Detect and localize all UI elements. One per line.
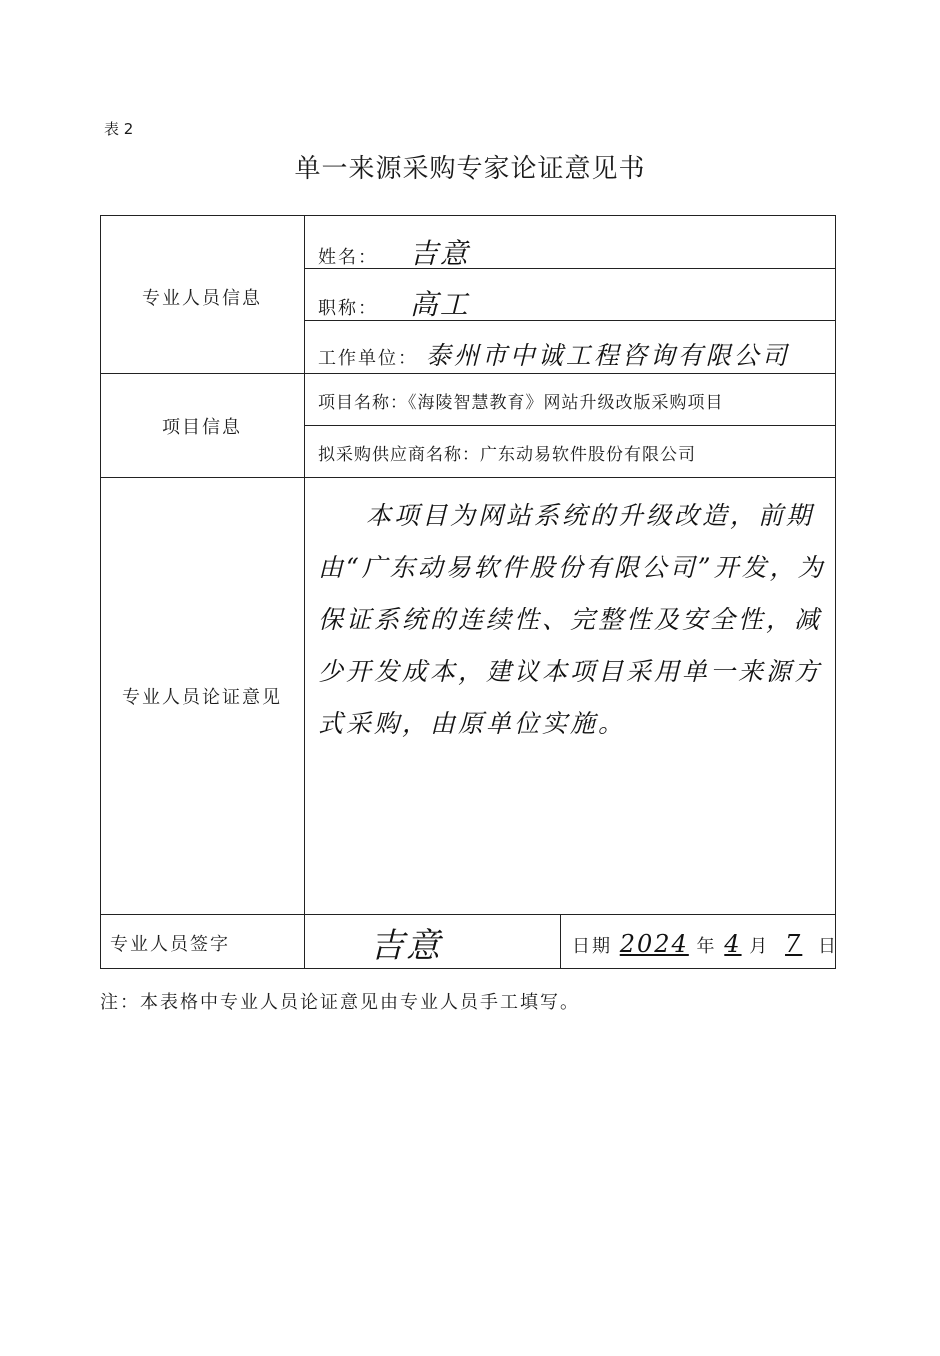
job-title-handwritten-value: 高工 xyxy=(409,288,470,321)
project-name-line: 项目名称：《海陵智慧教育》网站升级改版采购项目 xyxy=(318,393,724,413)
job-title-field xyxy=(318,283,470,323)
name-label: 姓名： xyxy=(318,247,378,268)
month-unit: 月 xyxy=(749,936,770,957)
work-unit-field xyxy=(318,336,790,372)
opinion-section-label: 专业人员论证意见 xyxy=(122,687,282,708)
table-number-label: 表 2 xyxy=(104,120,134,138)
signature-section-label: 专业人员签字 xyxy=(110,934,230,955)
name-handwritten-value: 吉意 xyxy=(409,237,470,270)
grid-line xyxy=(100,477,836,478)
date-day-handwritten: 7 xyxy=(785,930,803,958)
project-info-section-label: 项目信息 xyxy=(162,417,242,438)
document-title: 单一来源采购专家论证意见书 xyxy=(294,154,646,184)
year-unit: 年 xyxy=(696,936,717,957)
footer-note: 注：本表格中专业人员论证意见由专业人员手工填写。 xyxy=(100,992,580,1013)
signature-date xyxy=(572,930,838,958)
date-month-handwritten: 4 xyxy=(724,930,742,958)
name-field xyxy=(318,232,470,272)
handwritten-opinion-text: 本项目为网站系统的升级改造，前期由“广东动易软件股份有限公司”开发，为保证系统的连续性、完整性及安全性，减少开发成本，建议本项目采用单一来源方式采购，由原单位实施。 xyxy=(318,501,826,738)
handwritten-signature: 吉意 xyxy=(370,926,442,966)
expert-info-section-label: 专业人员信息 xyxy=(142,288,262,309)
work-unit-handwritten-value: 泰州市中诚工程咨询有限公司 xyxy=(425,341,790,370)
grid-line xyxy=(304,425,836,426)
grid-line xyxy=(100,373,836,374)
grid-line xyxy=(304,215,305,969)
day-unit: 日 xyxy=(818,936,839,957)
grid-line xyxy=(100,914,836,915)
supplier-name-line: 拟采购供应商名称：广东动易软件股份有限公司 xyxy=(318,445,696,465)
job-title-label: 职称： xyxy=(318,298,378,319)
date-label: 日期 xyxy=(572,936,612,957)
date-year-handwritten: 2024 xyxy=(619,930,689,958)
work-unit-label: 工作单位： xyxy=(318,348,418,369)
grid-line xyxy=(560,914,561,969)
